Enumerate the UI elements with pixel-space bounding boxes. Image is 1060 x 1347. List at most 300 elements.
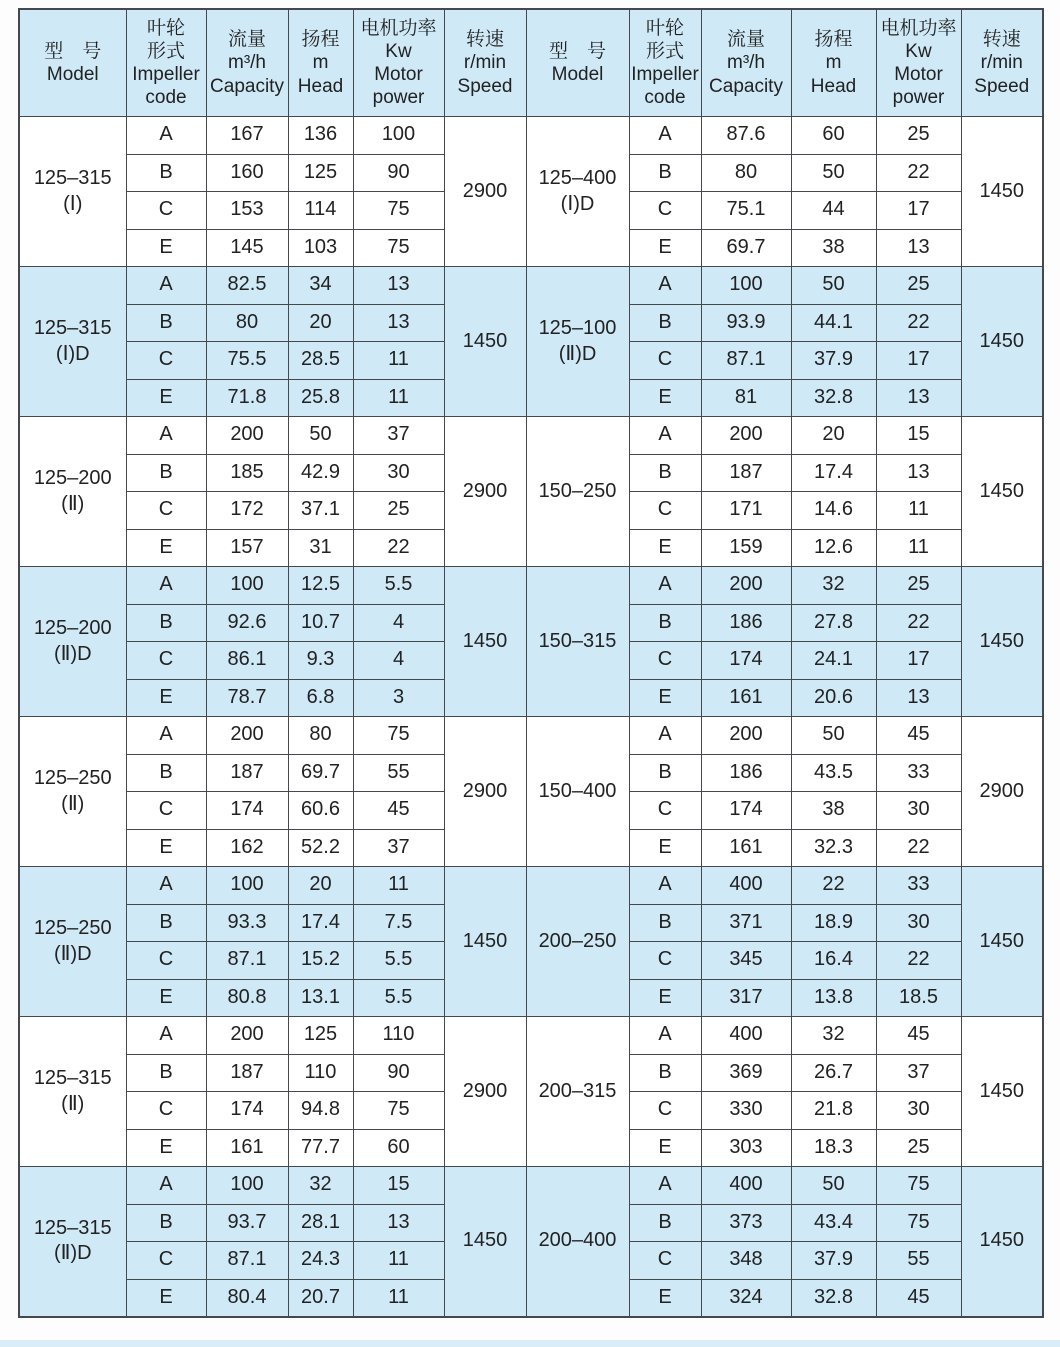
head-cell bbox=[791, 1279, 876, 1317]
head-cell bbox=[288, 1092, 353, 1130]
text-line: B bbox=[658, 1210, 672, 1233]
capacity-cell bbox=[206, 642, 288, 680]
capacity-cell bbox=[206, 304, 288, 342]
text-line: 11 bbox=[388, 385, 409, 408]
power-cell bbox=[876, 529, 961, 567]
text-line: 5.5 bbox=[384, 948, 413, 971]
power-cell bbox=[353, 304, 444, 342]
text-line: 200 bbox=[230, 423, 264, 446]
impeller-code-cell bbox=[126, 1167, 206, 1205]
head-cell bbox=[791, 792, 876, 830]
speed-cell bbox=[961, 567, 1043, 717]
text-line: 13 bbox=[907, 385, 930, 408]
text-line: 87.1 bbox=[227, 1248, 267, 1271]
impeller-code-cell bbox=[629, 1054, 701, 1092]
speed-value: 1450 bbox=[979, 329, 1024, 352]
power-cell bbox=[876, 1054, 961, 1092]
text-line: 22 bbox=[822, 873, 845, 896]
text-line: 160 bbox=[230, 160, 264, 183]
text-line: 14.6 bbox=[814, 498, 853, 521]
head-cell bbox=[288, 192, 353, 230]
speed-cell bbox=[961, 717, 1043, 867]
impeller-code-cell bbox=[126, 679, 206, 717]
head-cell bbox=[288, 717, 353, 755]
impeller-code-cell bbox=[629, 1167, 701, 1205]
speed-value: 2900 bbox=[462, 779, 508, 802]
head-cell bbox=[791, 979, 876, 1017]
text-line: 22 bbox=[907, 160, 930, 183]
power-cell bbox=[353, 1242, 444, 1280]
text-line: 13 bbox=[387, 273, 410, 296]
header-line: 流量 bbox=[227, 29, 266, 51]
text-line: 75 bbox=[387, 1098, 410, 1121]
header-line: power bbox=[892, 87, 945, 109]
text-line: 28.1 bbox=[301, 1210, 340, 1233]
power-cell bbox=[353, 1279, 444, 1317]
text-line: 200 bbox=[729, 723, 763, 746]
impeller-code-cell bbox=[126, 342, 206, 380]
capacity-cell bbox=[701, 154, 791, 192]
power-cell bbox=[876, 642, 961, 680]
model-line1: 125–315 bbox=[33, 1066, 112, 1089]
capacity-cell bbox=[206, 492, 288, 530]
text-line: 93.7 bbox=[227, 1210, 267, 1233]
model-cell-left bbox=[19, 867, 126, 1017]
header-line: r/min bbox=[980, 52, 1023, 74]
text-line: 55 bbox=[907, 1248, 930, 1271]
text-line: 26.7 bbox=[814, 1060, 853, 1083]
impeller-code-cell bbox=[629, 342, 701, 380]
impeller-code-cell bbox=[126, 979, 206, 1017]
text-line: 200 bbox=[729, 423, 763, 446]
power-cell bbox=[353, 1204, 444, 1242]
text-line: 13 bbox=[387, 1210, 410, 1233]
text-line: 43.4 bbox=[814, 1210, 853, 1233]
head-cell bbox=[791, 492, 876, 530]
speed-cell bbox=[961, 1017, 1043, 1167]
text-line: 80 bbox=[309, 723, 332, 746]
speed-value: 1450 bbox=[979, 479, 1024, 502]
text-line: 50 bbox=[309, 423, 332, 446]
capacity-cell bbox=[206, 792, 288, 830]
head-cell bbox=[791, 454, 876, 492]
capacity-cell bbox=[701, 117, 791, 155]
speed-cell bbox=[961, 117, 1043, 267]
capacity-cell bbox=[701, 304, 791, 342]
speed-value: 1450 bbox=[462, 1229, 508, 1252]
power-cell bbox=[876, 267, 961, 305]
capacity-cell bbox=[206, 1279, 288, 1317]
text-line: A bbox=[658, 273, 672, 296]
impeller-code-cell bbox=[126, 154, 206, 192]
speed-value: 1450 bbox=[462, 929, 508, 952]
text-line: C bbox=[657, 1248, 673, 1271]
text-line: A bbox=[159, 123, 173, 146]
table-row bbox=[19, 1017, 1043, 1055]
text-line: E bbox=[658, 385, 672, 408]
text-line: 6.8 bbox=[306, 685, 335, 708]
text-line: 69.7 bbox=[726, 235, 766, 258]
text-line: C bbox=[657, 798, 673, 821]
bottom-edge-strip bbox=[0, 1340, 1060, 1347]
model-cell-right bbox=[526, 717, 629, 867]
text-line: B bbox=[159, 1060, 173, 1083]
impeller-code-cell bbox=[126, 604, 206, 642]
head-cell bbox=[288, 1054, 353, 1092]
power-cell bbox=[876, 117, 961, 155]
text-line: 75.1 bbox=[726, 198, 766, 221]
speed-value: 1450 bbox=[462, 329, 508, 352]
text-line: 45 bbox=[907, 1285, 930, 1308]
text-line: A bbox=[658, 873, 672, 896]
text-line: 82.5 bbox=[227, 273, 267, 296]
capacity-cell bbox=[701, 567, 791, 605]
text-line: 10.7 bbox=[301, 610, 340, 633]
model-line2: (Ⅱ) bbox=[61, 792, 85, 815]
header-line: Motor bbox=[894, 64, 943, 85]
header-line: 型 号 bbox=[44, 40, 102, 62]
impeller-code-cell bbox=[126, 567, 206, 605]
power-cell bbox=[353, 1054, 444, 1092]
text-line: B bbox=[658, 610, 672, 633]
text-line: 100 bbox=[230, 573, 264, 596]
text-line: 369 bbox=[729, 1060, 763, 1083]
capacity-cell bbox=[701, 792, 791, 830]
text-line: A bbox=[658, 123, 672, 146]
text-line: 50 bbox=[822, 273, 845, 296]
power-cell bbox=[876, 754, 961, 792]
head-cell bbox=[288, 792, 353, 830]
text-line: C bbox=[158, 1098, 174, 1121]
model-cell-left bbox=[19, 1017, 126, 1167]
power-cell bbox=[876, 417, 961, 455]
table-row bbox=[19, 717, 1043, 755]
text-line: 348 bbox=[729, 1248, 763, 1271]
capacity-cell bbox=[206, 1092, 288, 1130]
head-cell bbox=[288, 604, 353, 642]
text-line: B bbox=[658, 1060, 672, 1083]
model-line2: (Ⅱ)D bbox=[53, 642, 92, 665]
text-line: 15 bbox=[387, 1173, 410, 1196]
speed-cell bbox=[961, 867, 1043, 1017]
impeller-code-cell bbox=[629, 904, 701, 942]
text-line: 15.2 bbox=[301, 948, 340, 971]
table-body bbox=[19, 117, 1043, 1317]
model-cell-right bbox=[526, 867, 629, 1017]
header-line: Kw bbox=[905, 40, 932, 62]
text-line: 25 bbox=[907, 1135, 930, 1158]
head-cell bbox=[288, 867, 353, 905]
capacity-cell bbox=[206, 1204, 288, 1242]
head-cell bbox=[791, 1204, 876, 1242]
text-line: 110 bbox=[304, 1060, 337, 1083]
header-head-right bbox=[791, 9, 876, 117]
text-line: 32 bbox=[309, 1173, 332, 1196]
text-line: 25 bbox=[907, 573, 930, 596]
text-line: 12.6 bbox=[814, 535, 853, 558]
capacity-cell bbox=[206, 1167, 288, 1205]
text-line: C bbox=[158, 648, 174, 671]
text-line: 45 bbox=[907, 1023, 930, 1046]
capacity-cell bbox=[701, 379, 791, 417]
model-line1: 125–315 bbox=[33, 166, 112, 189]
text-line: 22 bbox=[907, 835, 930, 858]
text-line: B bbox=[159, 310, 173, 333]
head-cell bbox=[791, 117, 876, 155]
head-cell bbox=[791, 1017, 876, 1055]
capacity-cell bbox=[206, 867, 288, 905]
header-capacity-right bbox=[701, 9, 791, 117]
capacity-cell bbox=[206, 1054, 288, 1092]
impeller-code-cell bbox=[126, 1054, 206, 1092]
text-line: 44.1 bbox=[814, 310, 853, 333]
power-cell bbox=[353, 342, 444, 380]
head-cell bbox=[791, 904, 876, 942]
text-line: 20 bbox=[309, 873, 332, 896]
text-line: 32 bbox=[822, 1023, 845, 1046]
text-line: 44 bbox=[822, 198, 845, 221]
text-line: 13 bbox=[907, 460, 930, 483]
text-line: 187 bbox=[230, 1060, 264, 1083]
text-line: A bbox=[159, 573, 173, 596]
text-line: 187 bbox=[729, 460, 763, 483]
text-line: 50 bbox=[822, 1173, 845, 1196]
text-line: 167 bbox=[230, 123, 264, 146]
model-line1: 125–400 bbox=[538, 166, 617, 189]
model-cell-right bbox=[526, 417, 629, 567]
text-line: 75 bbox=[907, 1210, 930, 1233]
head-cell bbox=[288, 642, 353, 680]
power-cell bbox=[353, 679, 444, 717]
table-row bbox=[19, 1167, 1043, 1205]
text-line: C bbox=[657, 348, 673, 371]
text-line: 60 bbox=[822, 123, 845, 146]
text-line: 3 bbox=[392, 685, 405, 708]
impeller-code-cell bbox=[126, 304, 206, 342]
text-line: 13.8 bbox=[814, 985, 853, 1008]
text-line: 80.8 bbox=[227, 985, 267, 1008]
impeller-code-cell bbox=[629, 192, 701, 230]
head-cell bbox=[791, 529, 876, 567]
model-line1: 200–315 bbox=[538, 1079, 617, 1102]
impeller-code-cell bbox=[126, 1092, 206, 1130]
speed-value: 1450 bbox=[979, 179, 1024, 202]
text-line: 32.8 bbox=[814, 1285, 853, 1308]
text-line: 75 bbox=[387, 723, 410, 746]
impeller-code-cell bbox=[629, 679, 701, 717]
model-line2: (Ⅰ)D bbox=[55, 342, 90, 365]
power-cell bbox=[353, 529, 444, 567]
header-line: Model bbox=[551, 64, 604, 85]
capacity-cell bbox=[701, 942, 791, 980]
impeller-code-cell bbox=[629, 1204, 701, 1242]
text-line: 38 bbox=[822, 798, 845, 821]
text-line: A bbox=[658, 573, 672, 596]
head-cell bbox=[791, 267, 876, 305]
text-line: 80 bbox=[235, 310, 259, 333]
text-line: C bbox=[158, 198, 174, 221]
impeller-code-cell bbox=[126, 792, 206, 830]
capacity-cell bbox=[701, 754, 791, 792]
text-line: 200 bbox=[729, 573, 763, 596]
impeller-code-cell bbox=[126, 192, 206, 230]
model-line2: (Ⅰ) bbox=[63, 192, 83, 215]
text-line: 45 bbox=[387, 798, 410, 821]
impeller-code-cell bbox=[629, 1017, 701, 1055]
impeller-code-cell bbox=[126, 1204, 206, 1242]
head-cell bbox=[288, 117, 353, 155]
model-cell-right bbox=[526, 567, 629, 717]
text-line: E bbox=[658, 235, 672, 258]
text-line: 125 bbox=[303, 160, 338, 183]
impeller-code-cell bbox=[629, 717, 701, 755]
text-line: 80 bbox=[734, 160, 758, 183]
text-line: 11 bbox=[388, 348, 409, 371]
impeller-code-cell bbox=[126, 417, 206, 455]
text-line: 37 bbox=[387, 835, 410, 858]
text-line: 60 bbox=[387, 1135, 410, 1158]
impeller-code-cell bbox=[629, 942, 701, 980]
power-cell bbox=[876, 1242, 961, 1280]
text-line: C bbox=[158, 798, 174, 821]
head-cell bbox=[791, 379, 876, 417]
text-line: 24.1 bbox=[814, 648, 853, 671]
speed-value: 2900 bbox=[462, 1079, 508, 1102]
power-cell bbox=[876, 567, 961, 605]
capacity-cell bbox=[206, 942, 288, 980]
power-cell bbox=[876, 379, 961, 417]
text-line: 18.3 bbox=[814, 1135, 853, 1158]
impeller-code-cell bbox=[126, 229, 206, 267]
power-cell bbox=[353, 379, 444, 417]
text-line: 400 bbox=[729, 1023, 763, 1046]
capacity-cell bbox=[701, 867, 791, 905]
capacity-cell bbox=[206, 679, 288, 717]
power-cell bbox=[876, 867, 961, 905]
text-line: 25 bbox=[907, 123, 930, 146]
power-cell bbox=[876, 492, 961, 530]
text-line: 71.8 bbox=[227, 385, 267, 408]
header-line: Speed bbox=[457, 75, 513, 97]
pump-spec-table bbox=[18, 8, 1044, 1318]
text-line: E bbox=[159, 985, 173, 1008]
impeller-code-cell bbox=[629, 1092, 701, 1130]
head-cell bbox=[791, 229, 876, 267]
header-line: 叶轮 bbox=[146, 17, 185, 39]
text-line: C bbox=[657, 948, 673, 971]
head-cell bbox=[288, 1204, 353, 1242]
text-line: A bbox=[658, 423, 672, 446]
header-line: m³/h bbox=[228, 52, 266, 74]
text-line: 75.5 bbox=[227, 348, 267, 371]
table-row bbox=[19, 867, 1043, 905]
text-line: 32 bbox=[822, 573, 845, 596]
head-cell bbox=[288, 942, 353, 980]
power-cell bbox=[353, 454, 444, 492]
head-cell bbox=[791, 417, 876, 455]
header-line: Head bbox=[810, 75, 857, 97]
text-line: 145 bbox=[230, 235, 264, 258]
text-line: 5.5 bbox=[384, 985, 413, 1008]
text-line: 11 bbox=[388, 1285, 409, 1308]
text-line: A bbox=[159, 423, 173, 446]
impeller-code-cell bbox=[629, 267, 701, 305]
capacity-cell bbox=[206, 417, 288, 455]
capacity-cell bbox=[701, 1017, 791, 1055]
header-line: Motor bbox=[374, 64, 423, 85]
text-line: 317 bbox=[729, 985, 763, 1008]
text-line: C bbox=[657, 498, 673, 521]
text-line: 90 bbox=[387, 160, 410, 183]
text-line: 186 bbox=[729, 610, 763, 633]
header-line: 叶轮 bbox=[645, 17, 684, 39]
text-line: 30 bbox=[387, 460, 410, 483]
head-cell bbox=[288, 417, 353, 455]
power-cell bbox=[353, 754, 444, 792]
header-line: Impeller bbox=[132, 64, 200, 85]
text-line: 78.7 bbox=[227, 685, 267, 708]
power-cell bbox=[353, 1167, 444, 1205]
text-line: B bbox=[658, 460, 672, 483]
speed-cell bbox=[444, 1017, 526, 1167]
text-line: 28.5 bbox=[301, 348, 340, 371]
power-cell bbox=[876, 1092, 961, 1130]
model-cell-left bbox=[19, 117, 126, 267]
capacity-cell bbox=[206, 154, 288, 192]
text-line: 42.9 bbox=[301, 460, 340, 483]
power-cell bbox=[353, 717, 444, 755]
text-line: E bbox=[159, 685, 173, 708]
power-cell bbox=[876, 304, 961, 342]
model-cell-left bbox=[19, 267, 126, 417]
text-line: 11 bbox=[388, 1248, 409, 1271]
impeller-code-cell bbox=[126, 642, 206, 680]
head-cell bbox=[288, 979, 353, 1017]
text-line: 7.5 bbox=[384, 910, 413, 933]
speed-value: 2900 bbox=[462, 179, 508, 202]
head-cell bbox=[791, 192, 876, 230]
text-line: 17.4 bbox=[814, 460, 853, 483]
power-cell bbox=[876, 679, 961, 717]
header-model-left bbox=[19, 9, 126, 117]
text-line: 16.4 bbox=[814, 948, 853, 971]
power-cell bbox=[353, 417, 444, 455]
head-cell bbox=[288, 567, 353, 605]
capacity-cell bbox=[206, 229, 288, 267]
text-line: 17 bbox=[907, 648, 930, 671]
speed-value: 2900 bbox=[462, 479, 508, 502]
text-line: 27.8 bbox=[814, 610, 853, 633]
head-cell bbox=[791, 1054, 876, 1092]
speed-value: 1450 bbox=[979, 1079, 1024, 1102]
text-line: 69.7 bbox=[301, 760, 340, 783]
text-line: 50 bbox=[822, 160, 845, 183]
text-line: 125 bbox=[303, 1023, 338, 1046]
head-cell bbox=[791, 867, 876, 905]
impeller-code-cell bbox=[629, 1279, 701, 1317]
text-line: 303 bbox=[729, 1135, 763, 1158]
text-line: 75 bbox=[387, 198, 410, 221]
text-line: E bbox=[658, 685, 672, 708]
speed-cell bbox=[444, 717, 526, 867]
text-line: 20.6 bbox=[814, 685, 853, 708]
power-cell bbox=[876, 604, 961, 642]
model-line2: (Ⅱ)D bbox=[558, 342, 597, 365]
text-line: 18.9 bbox=[814, 910, 853, 933]
power-cell bbox=[353, 792, 444, 830]
model-line1: 150–250 bbox=[538, 479, 617, 502]
text-line: 174 bbox=[729, 798, 763, 821]
